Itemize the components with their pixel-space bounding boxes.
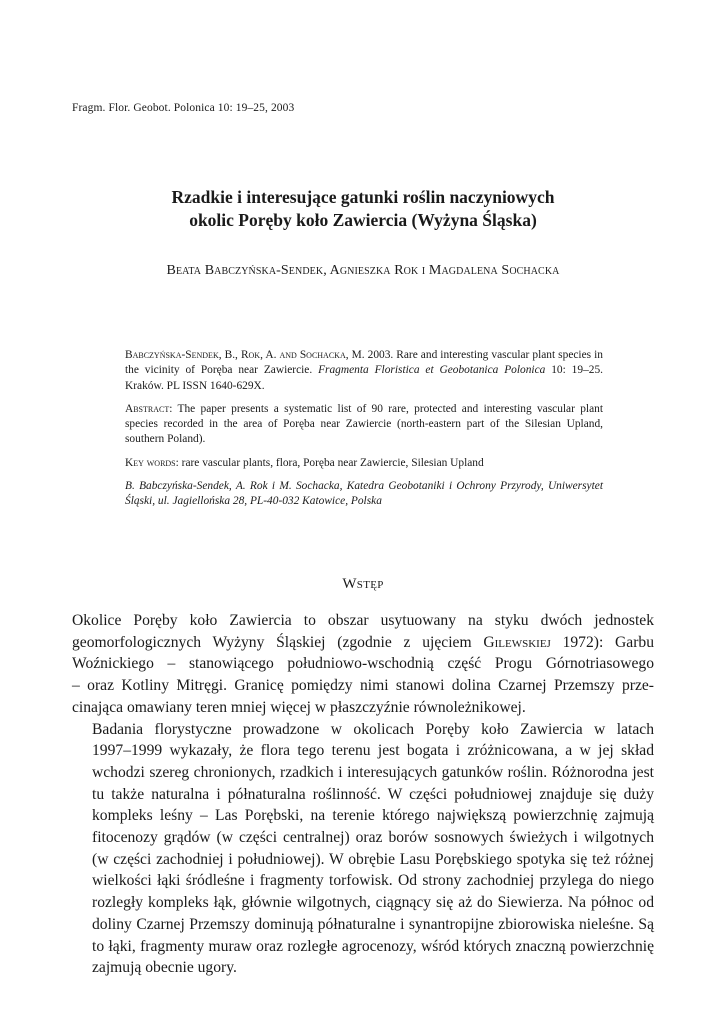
paragraph-line: wchodzi szereg chronionych, rzadkich i interesujących gatunków roślin. Różnorodna jest xyxy=(92,763,654,781)
keywords xyxy=(125,456,603,471)
paragraph-line: 1997–1999 wykazały, że flora tego terenu jest bogata i zróżnicowana, a w jej skład xyxy=(92,742,654,760)
author-address: B. Babczyńska-Sendek, A. Rok i M. Sochacka, Katedra Geobotaniki i Ochrony Przyrody, Uniwersytet Śląski, ul. Jagiellońska 28, PL-40-032 Katowice, Polska xyxy=(125,480,603,508)
keywords-label: Key words xyxy=(125,456,176,469)
paragraph-line: Woźnickiego – stanowiącego południowo-wschodnią część Progu Górnotriasowego xyxy=(72,655,654,673)
abstract xyxy=(125,402,603,448)
paragraph-line: – oraz Kotliny Mitręgi. Granicę pomiędzy nimi stanowi dolina Czarnej Przemszy prze- xyxy=(72,677,654,695)
keywords-text: : rare vascular plants, flora, Poręba near Zawiercie, Silesian Upland xyxy=(175,456,484,469)
paragraph-line: tu także naturalna i półnaturalna roślinność. W części południowej znajduje się duży xyxy=(92,785,654,803)
journal-reference: Fragm. Flor. Geobot. Polonica 10: 19–25, 2003 xyxy=(72,102,295,114)
paper-title xyxy=(72,186,654,232)
paragraph-2 xyxy=(72,719,654,979)
paragraph-line: rozległy kompleks łąk, głównie wilgotnych, ciągnący się aż do Siewierza. Na północ od xyxy=(92,894,654,912)
body-text xyxy=(72,610,654,979)
paragraph-line: Okolice Poręby koło Zawiercia to obszar usytuowany na styku dwóch jednostek xyxy=(72,612,654,629)
citation-text-1: , B., xyxy=(218,349,241,361)
paragraph-line: (w części zachodniej i południowej). W obrębie Lasu Porębskiego spotyka się też różnej xyxy=(92,850,654,868)
paragraph-line: fitocenozy grądów (w części centralnej) oraz borów sosnowych świeżych i wilgotnych xyxy=(92,829,654,847)
citation-author-2: Rok xyxy=(240,349,261,361)
cited-author: Gilewskiej xyxy=(483,633,551,651)
paragraph-line xyxy=(72,632,654,654)
citation-author-1: Babczyńska-Sendek xyxy=(125,349,219,361)
paragraph-1 xyxy=(72,610,654,719)
paragraph-line: doliny Czarnej Przemszy dominują półnaturalne i synantropijne zbiorowiska nieleśne. Są xyxy=(92,915,654,933)
author-list: Beata Babczyńska-Sendek, Agnieszka Rok i Magdalena Sochacka xyxy=(166,263,560,278)
citation-text-4: 10: 19–25. Kraków. PL ISSN 1640-629X. xyxy=(125,364,603,392)
line-text: geomorfologicznych Wyżyny Śląskiej (zgodnie z ujęciem xyxy=(72,633,484,651)
citation-text-2: , A. xyxy=(260,349,280,361)
section-heading: Wstęp xyxy=(342,576,384,592)
abstract-text: : The paper presents a systematic list of 90 rare, protected and interesting vascular plant species recorded in the area of Poręba near Zawiercie (north-eastern part of the Silesian Upland, southern Poland). xyxy=(125,402,603,446)
citation-journal: Fragmenta Floristica et Geobotanica Polonica xyxy=(318,364,546,377)
line-text: 1972): Garbu xyxy=(550,633,655,651)
paragraph-line: zajmują obecnie ugory. xyxy=(92,959,237,977)
abstract-block xyxy=(125,348,603,518)
citation xyxy=(125,348,603,394)
citation-author-3: Sochacka xyxy=(299,349,346,361)
title-line-2: okolic Poręby koło Zawiercia (Wyżyna Śląska) xyxy=(189,210,537,230)
paragraph-line: kompleks leśny – Las Porębski, na terenie którego największą powierzchnię zajmują xyxy=(92,807,654,825)
citation-and: and xyxy=(279,349,297,361)
paragraph-line: cinająca omawiany teren mniej więcej w płaszczyźnie równoleżnikowej. xyxy=(72,698,526,716)
paragraph-line: Badania florystyczne prowadzone w okolicach Poręby koło Zawiercia w latach xyxy=(92,720,654,738)
paragraph-line: wielkości łąki śródleśne i fragmenty torfowisk. Od strony zachodniej przylega do niego xyxy=(92,872,654,890)
citation-text-3: , M. 2003. Rare and interesting vascular plant species in the vicinity of Poręba near Zawiercie. xyxy=(125,349,603,377)
paragraph-line: to łąki, fragmenty muraw oraz rozległe agrocenozy, wśród których znaczną powierzchnię xyxy=(92,937,654,955)
title-line-1: Rzadkie i interesujące gatunki roślin naczyniowych xyxy=(171,187,555,207)
abstract-label: Abstract xyxy=(125,402,170,415)
